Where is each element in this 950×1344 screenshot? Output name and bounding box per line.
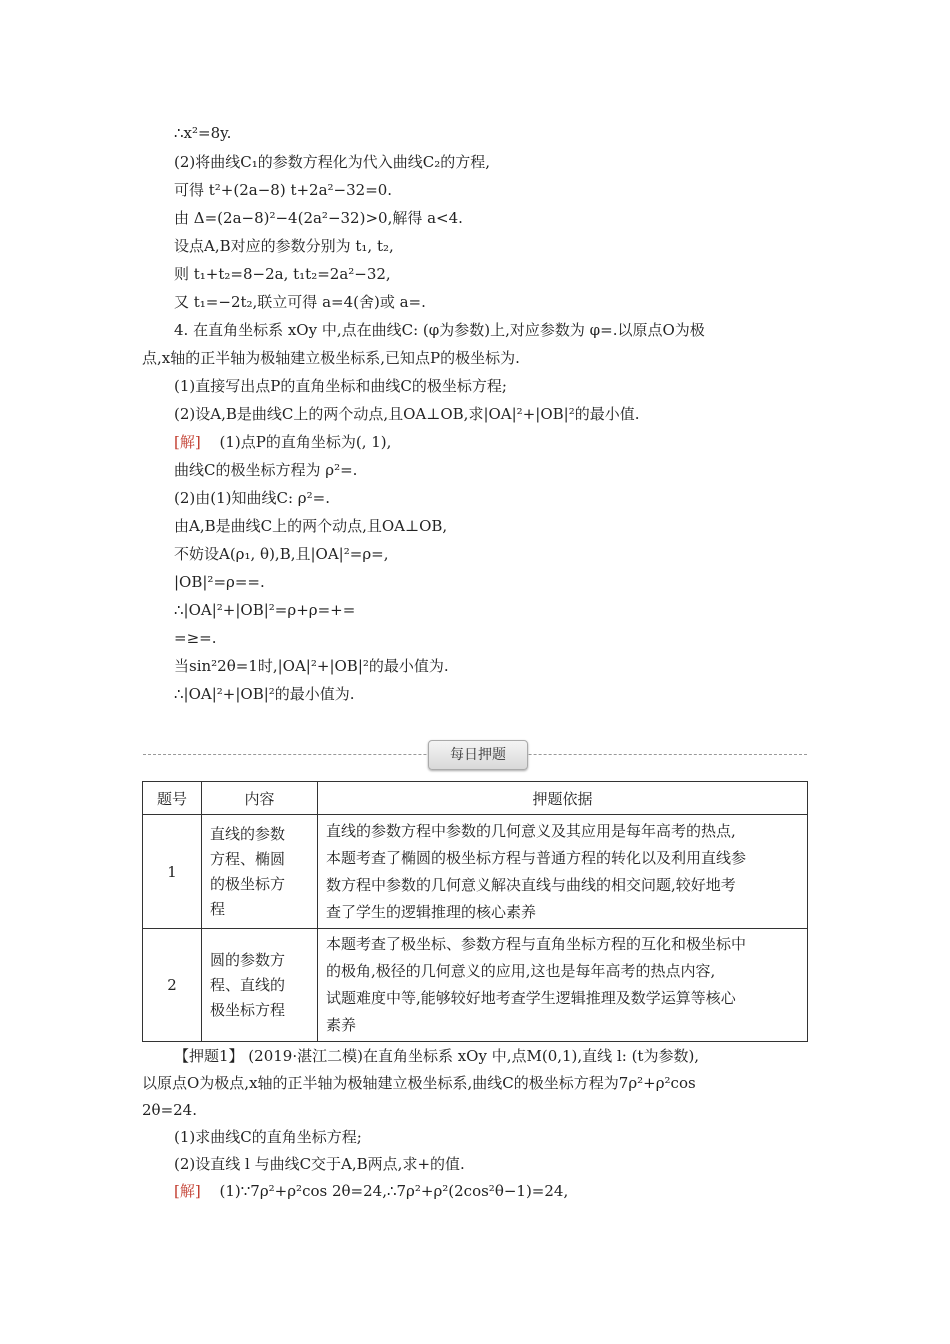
row-basis (318, 929, 808, 1042)
text-line: ∴x²=8y. (174, 124, 232, 142)
press1-statement-line3: 2θ=24. (142, 1101, 197, 1119)
row-number: 2 (143, 929, 202, 1042)
prediction-table (142, 781, 808, 1042)
solution-line: 由A,B是曲线C上的两个动点,且OA⊥OB, (174, 517, 448, 535)
press1-statement-line2: 以原点O为极点,x轴的正半轴为极轴建立极坐标系,曲线C的极坐标方程为7ρ²+ρ²cos (142, 1074, 696, 1092)
solution-tag: [解] (174, 433, 201, 451)
basis-line: 本题考查了极坐标、参数方程与直角坐标方程的互化和极坐标中 (326, 935, 747, 953)
press1-question-2: (2)设直线 l 与曲线C交于A,B两点,求+的值. (174, 1155, 465, 1173)
content-line: 直线的参数 (210, 824, 286, 843)
press1-question-1: (1)求曲线C的直角坐标方程; (174, 1128, 362, 1146)
problem4-solution-first-line (174, 432, 391, 452)
solution-line: (2)由(1)知曲线C: ρ²=. (174, 489, 330, 507)
solution-line: 曲线C的极坐标方程为 ρ²=. (174, 461, 358, 479)
row-basis (318, 815, 808, 929)
basis-line: 数方程中参数的几何意义解决直线与曲线的相交问题,较好地考 (326, 875, 736, 894)
basis-line: 素养 (326, 1016, 357, 1034)
problem4-statement-line2: 点,x轴的正半轴为极轴建立极坐标系,已知点P的极坐标为. (142, 349, 520, 367)
solution-line: ∴|OA|²+|OB|²=ρ+ρ=+= (174, 601, 356, 619)
content-line: 程 (210, 899, 226, 918)
header-number: 题号 (143, 782, 202, 815)
daily-prediction-badge: 每日押题 (428, 740, 528, 770)
problem4-question-2: (2)设A,B是曲线C上的两个动点,且OA⊥OB,求|OA|²+|OB|²的最小值. (174, 405, 640, 423)
table-row (143, 815, 808, 929)
content-line: 程、直线的 (210, 975, 286, 994)
row-content (202, 929, 318, 1042)
text-line: 则 t₁+t₂=8−2a, t₁t₂=2a²−32, (174, 265, 391, 283)
table-header-row (143, 782, 808, 815)
basis-line: 试题难度中等,能够较好地考查学生逻辑推理及数学运算等核心 (326, 989, 736, 1007)
basis-line: 直线的参数方程中参数的几何意义及其应用是每年高考的热点, (326, 821, 736, 840)
text-line: 可得 t²+(2a−8) t+2a²−32=0. (174, 181, 393, 199)
solution-text: (1)点P的直角坐标为(, 1), (219, 433, 392, 451)
problem4-statement-line1: 4. 在直角坐标系 xOy 中,点在曲线C: (φ为参数)上,对应参数为 φ=.以原点O为极 (174, 321, 705, 339)
solution-text: (1)∵7ρ²+ρ²cos 2θ=24,∴7ρ²+ρ²(2cos²θ−1)=24, (219, 1182, 569, 1200)
text-line: (2)将曲线C₁的参数方程化为代入曲线C₂的方程, (174, 153, 490, 171)
header-content: 内容 (202, 782, 318, 815)
solution-line: ∴|OA|²+|OB|²的最小值为. (174, 685, 355, 703)
content-line: 极坐标方程 (210, 1000, 286, 1019)
solution-line: |OB|²=ρ==. (174, 573, 265, 591)
problem4-question-1: (1)直接写出点P的直角坐标和曲线C的极坐标方程; (174, 377, 507, 395)
solution-line: 不妨设A(ρ₁, θ),B,且|OA|²=ρ=, (174, 545, 389, 563)
content-line: 方程、椭圆 (210, 849, 286, 868)
solution-line: =≥=. (174, 629, 217, 647)
text-line: 设点A,B对应的参数分别为 t₁, t₂, (174, 237, 394, 255)
basis-line: 查了学生的逻辑推理的核心素养 (326, 902, 537, 921)
basis-line: 的极角,极径的几何意义的应用,这也是每年高考的热点内容, (326, 962, 716, 980)
content-line: 圆的参数方 (210, 950, 286, 969)
text-line: 由 Δ=(2a−8)²−4(2a²−32)>0,解得 a<4. (174, 209, 463, 227)
solution-line: 当sin²2θ=1时,|OA|²+|OB|²的最小值为. (174, 657, 449, 675)
press1-statement-line1: 【押题1】 (2019·湛江二模)在直角坐标系 xOy 中,点M(0,1),直线 l: (t为参数), (174, 1047, 700, 1065)
text-line: 又 t₁=−2t₂,联立可得 a=4(舍)或 a=. (174, 293, 426, 311)
content-line: 的极坐标方 (210, 874, 286, 893)
basis-line: 本题考查了椭圆的极坐标方程与普通方程的转化以及利用直线参 (326, 848, 747, 867)
row-number: 1 (143, 815, 202, 929)
header-basis: 押题依据 (318, 782, 808, 815)
row-content (202, 815, 318, 929)
solution-tag: [解] (174, 1182, 201, 1200)
press1-solution-first-line (174, 1181, 568, 1201)
table-row (143, 929, 808, 1042)
